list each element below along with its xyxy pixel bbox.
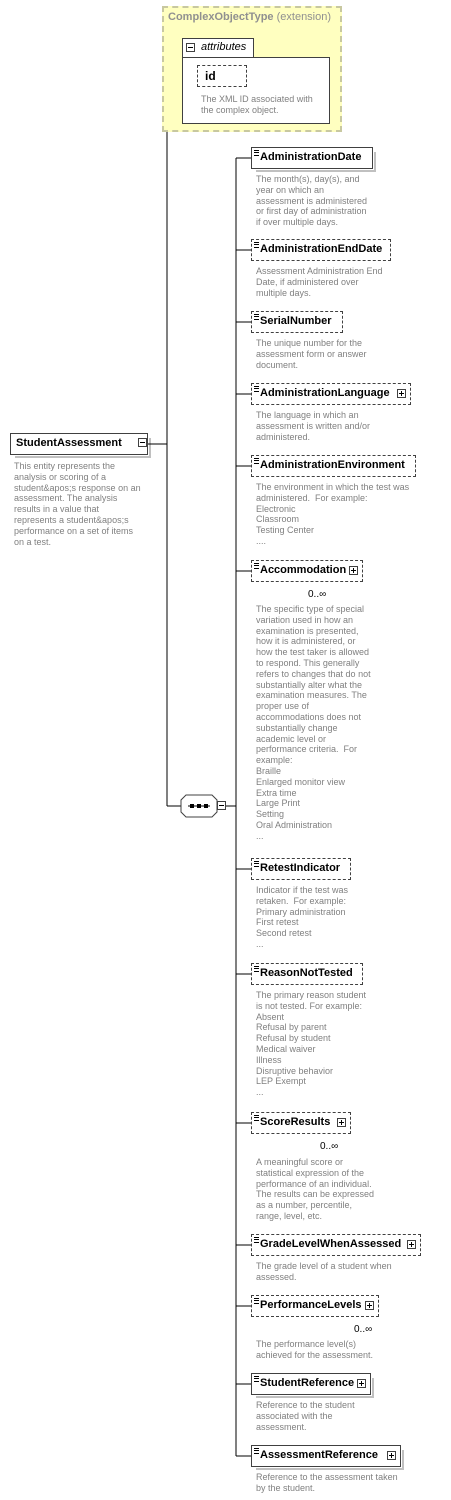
element-note: Reference to the student associated with the assessment. xyxy=(256,1400,355,1432)
collapse-attributes-icon[interactable] xyxy=(186,43,195,52)
cardinality-label: 0..∞ xyxy=(354,1324,373,1335)
sequence-compositor-icon[interactable] xyxy=(180,794,220,818)
simple-content-icon xyxy=(254,386,259,392)
root-element-note: This entity represents the analysis or scoring of a student&apos;s response on an assessment. The analysis results in a value that represents a student&apos;s performance on a set of items on a test. xyxy=(14,461,141,547)
element-note: Indicator if the test was retaken. For example: Primary administration First retest Second retest ... xyxy=(256,885,349,949)
simple-content-icon xyxy=(254,861,259,867)
element-note: The performance level(s) achieved for the assessment. xyxy=(256,1339,374,1360)
root-element-name: StudentAssessment xyxy=(16,437,122,449)
simple-content-icon xyxy=(254,1448,259,1454)
simple-content-icon xyxy=(254,314,259,320)
simple-content-icon xyxy=(254,1376,259,1382)
element-note: The specific type of special variation used in how an examination is presented, how it is administered, or how the test taker is allowed to respond. This generally refers to changes that do not substantially alter what the examination measures. The proper use of accommodations does not substantially change academic level or performance criteria. For example: Braille Enlarged monitor view Extra time Large Print Setting Oral Administration ... xyxy=(256,604,371,841)
simple-content-icon xyxy=(254,458,259,464)
element-name: AdministrationEnvironment xyxy=(260,459,405,471)
expand-icon[interactable] xyxy=(349,566,358,575)
element-name: StudentReference xyxy=(260,1377,355,1389)
id-attribute-note: The XML ID associated with the complex object. xyxy=(201,94,313,115)
expand-icon[interactable] xyxy=(407,1240,416,1249)
expand-icon[interactable] xyxy=(365,1301,374,1310)
cardinality-label: 0..∞ xyxy=(320,1141,339,1152)
expand-icon[interactable] xyxy=(357,1379,366,1388)
expand-icon[interactable] xyxy=(387,1451,396,1460)
expand-icon[interactable] xyxy=(397,389,406,398)
element-name: AssessmentReference xyxy=(260,1449,379,1461)
element-name: Accommodation xyxy=(260,564,347,576)
element-note: Reference to the assessment taken by the student. xyxy=(256,1472,398,1493)
element-note: The primary reason student is not tested. For example: Absent Refusal by parent Refusal by student Medical waiver Illness Disruptive behavior LEP Exempt ... xyxy=(256,990,367,1098)
id-attribute-label: id xyxy=(205,69,216,83)
simple-content-icon xyxy=(254,1115,259,1121)
element-name: RetestIndicator xyxy=(260,862,341,874)
collapse-root-icon[interactable] xyxy=(138,438,147,447)
element-note: The environment in which the test was administered. For example: Electronic Classroom Testing Center .... xyxy=(256,482,410,546)
complex-type-title: ComplexObjectType (extension) xyxy=(168,11,332,23)
simple-content-icon xyxy=(254,1237,259,1243)
simple-content-icon xyxy=(254,150,259,156)
element-name: AdministrationLanguage xyxy=(260,387,390,399)
element-name: GradeLevelWhenAssessed xyxy=(260,1238,402,1250)
element-note: The unique number for the assessment form or answer document. xyxy=(256,338,367,370)
element-note: The language in which an assessment is written and/or administered. xyxy=(256,410,371,442)
expand-icon[interactable] xyxy=(337,1118,346,1127)
element-name: PerformanceLevels xyxy=(260,1299,362,1311)
element-note: A meaningful score or statistical expression of the performance of an individual. The results can be expressed as a number, percentile, range, level, etc. xyxy=(256,1157,375,1221)
element-name: ReasonNotTested xyxy=(260,967,353,979)
attributes-label: attributes xyxy=(201,41,247,53)
element-name: AdministrationDate xyxy=(260,151,362,163)
cardinality-label: 0..∞ xyxy=(308,589,327,600)
element-name: ScoreResults xyxy=(260,1116,331,1128)
simple-content-icon xyxy=(254,242,259,248)
element-name: SerialNumber xyxy=(260,315,332,327)
simple-content-icon xyxy=(254,563,259,569)
element-note: The month(s), day(s), and year on which an assessment is administered or first day of administration if over multiple days. xyxy=(256,174,368,228)
simple-content-icon xyxy=(254,966,259,972)
element-note: Assessment Administration End Date, if administered over multiple days. xyxy=(256,266,383,298)
element-name: AdministrationEndDate xyxy=(260,243,383,255)
element-note: The grade level of a student when assessed. xyxy=(256,1261,392,1282)
collapse-sequence-icon[interactable] xyxy=(217,801,226,810)
simple-content-icon xyxy=(254,1298,259,1304)
